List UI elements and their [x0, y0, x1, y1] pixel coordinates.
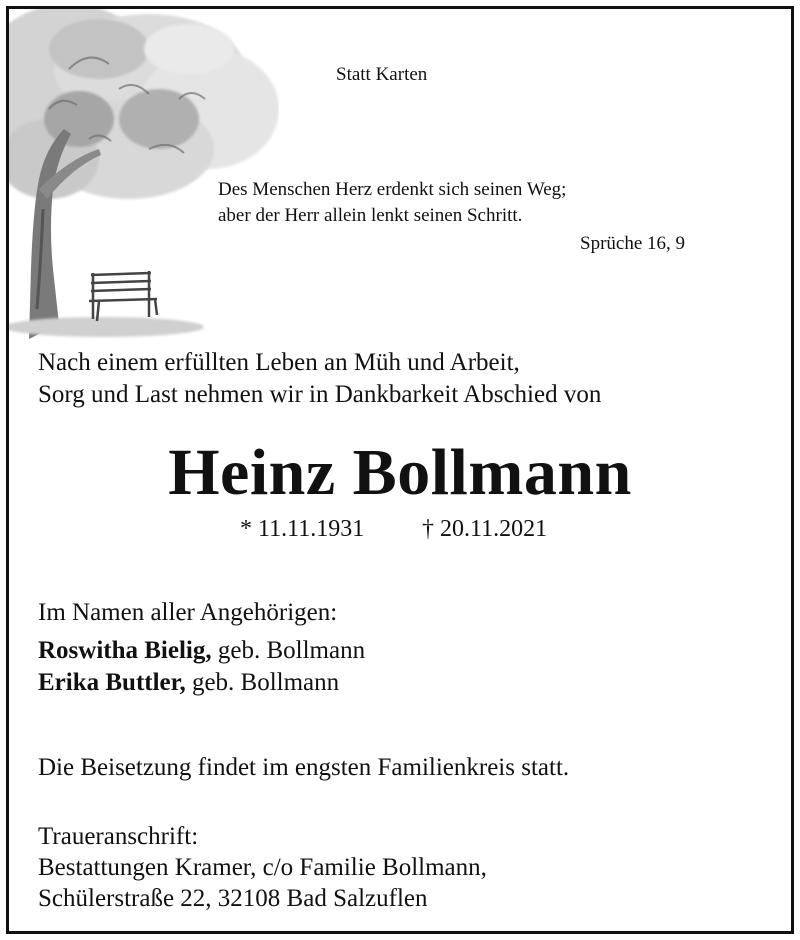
verse-line-2: aber der Herr allein lenkt seinen Schritt. [218, 205, 523, 226]
relative-name: Roswitha Bielig, [38, 637, 212, 664]
funeral-note: Die Beisetzung findet im engsten Familienkreis statt. [38, 754, 570, 781]
relative-note: geb. Bollmann [191, 669, 340, 696]
death-date: † 20.11.2021 [422, 516, 548, 542]
relative-row [38, 670, 339, 695]
intro-line-1: Nach einem erfüllten Leben an Müh und Arbeit, [38, 349, 520, 376]
statt-karten-label: Statt Karten [336, 64, 428, 85]
relative-note: geb. Bollmann [217, 637, 366, 664]
birth-date: * 11.11.1931 [240, 516, 365, 542]
verse-line-1: Des Menschen Herz erdenkt sich seinen Weg; [218, 179, 567, 200]
verse-source: Sprüche 16, 9 [580, 233, 686, 254]
relative-name: Erika Buttler, [38, 669, 186, 696]
address-heading: Traueranschrift: [38, 823, 199, 850]
relative-row [38, 638, 365, 663]
relatives-heading: Im Namen aller Angehörigen: [38, 599, 338, 626]
address-line-1: Bestattungen Kramer, c/o Familie Bollmann, [38, 854, 487, 881]
tree-with-bench-icon [9, 9, 279, 339]
address-line-2: Schülerstraße 22, 32108 Bad Salzuflen [38, 885, 428, 912]
intro-line-2: Sorg und Last nehmen wir in Dankbarkeit Abschied von [38, 381, 602, 408]
deceased-name: Heinz Bollmann [168, 436, 632, 509]
